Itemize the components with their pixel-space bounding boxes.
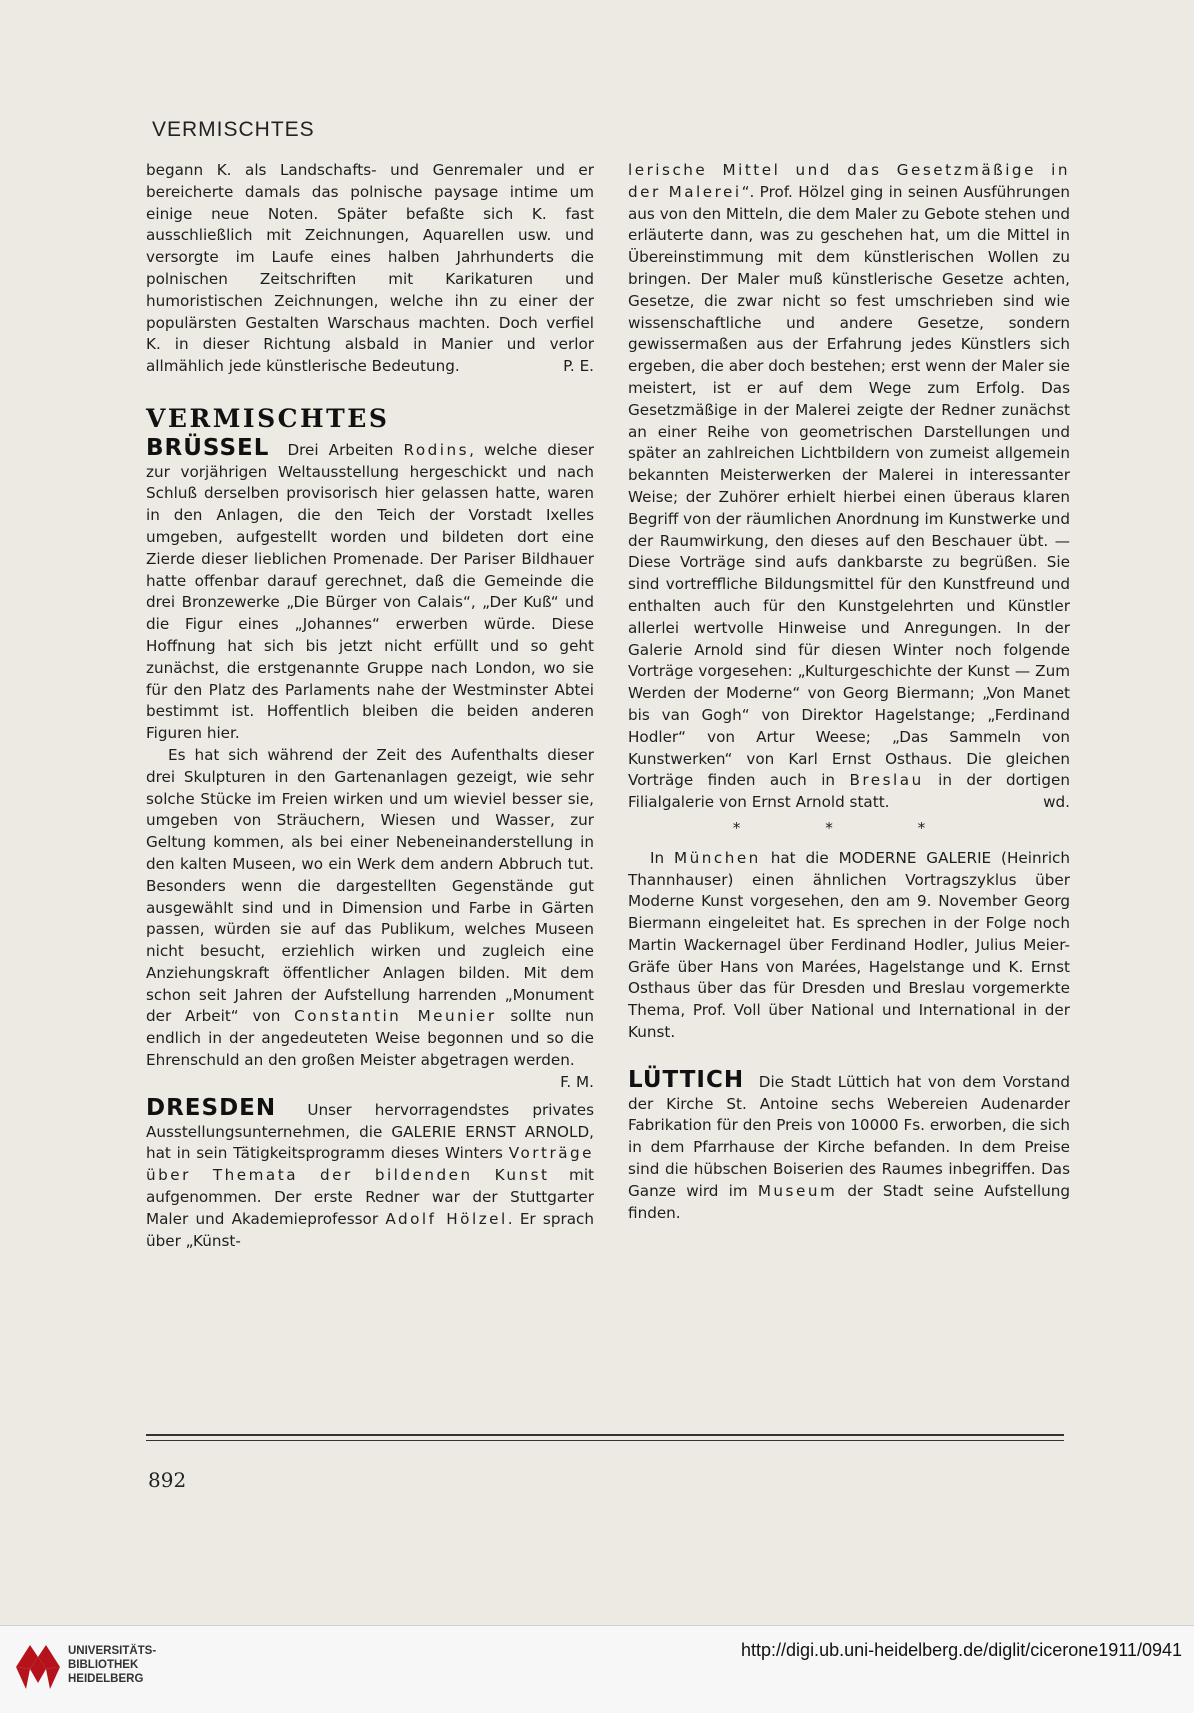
- dresden-paragraph: [146, 1094, 595, 1253]
- bruessel-signature: F. M.: [560, 1072, 594, 1091]
- bruessel-name-meunier: Constantin Meunier: [294, 1007, 497, 1026]
- library-name-line2: BIBLIOTHEK: [68, 1659, 139, 1671]
- footer-rule: [146, 1434, 1064, 1441]
- bruessel-name-rodin: Rodins: [403, 440, 470, 459]
- section-title: VERMISCHTES: [146, 403, 390, 433]
- hoelzel-signature: wd.: [1043, 793, 1070, 812]
- section-divider-stars: * * *: [732, 818, 966, 837]
- dresden-text-spaced: Vorträge über Themata der bildenden Kunst: [146, 1144, 595, 1185]
- library-footer: [0, 1625, 1194, 1713]
- bruessel-heading: BRÜSSEL: [146, 434, 270, 461]
- left-column: [146, 160, 594, 1252]
- right-column: [628, 160, 1070, 1224]
- dresden-name-hoelzel: Adolf Hölzel: [385, 1209, 508, 1228]
- muenchen-city: München: [674, 848, 761, 867]
- dresden-text-a: Unser hervorragendstes privates Ausstellungsunternehmen, die GALERIE ERNST ARNOLD, hat in sein Tätigkeitsprogramm dieses Winters: [146, 1100, 594, 1163]
- breslau-spaced: Breslau: [849, 771, 924, 790]
- hoelzel-text: “. Prof. Hölzel ging in seinen Ausführungen aus von den Mitteln, die dem Maler zu Gebote stehen und erläuterte dann, was zu geschehen hat, um die Mittel in Übereinstimmung mit dem künstlerischen Wollen zu bringen. Der Maler muß künstlerische Gesetze achten, Gesetze, die zwar nicht so fest umschrieben sind wie wissenschaftliche und andere Gesetze, sondern gewissermaßen aus der Erfahrung jedes Künstlers sich ergeben, die aber doch bestehen; erst wenn der Maler sie meistert, ist er auf dem Wege zum Erfolg. Das Gesetzmäßige in der Malerei zeigte der Redner zunächst an einer Reihe von geometrischen Darstellungen und später an zahlreichen Lichtbildern von zumeist allgemein bekannten Meisterwerken der Malerei in interessanter Weise; der Zuhörer erhielt hierbei einen überaus klaren Begriff von der räumlichen Anordnung im Kunstwerke und der Raumwirkung, den dieses auf den Beschauer übt. — Diese Vorträge sind aufs dankbarste zu begrüßen. Sie sind vortreffliche Bildungsmittel für den Kunstfreund und enthalten auch für den Kunstgelehrten und Künstler allerlei wertvolle Hinweise und Anregungen. In der Galerie Arnold sind für diesen Winter noch folgende Vorträge vorgesehen: „Kulturgeschichte der Kunst — Zum Werden der Moderne“ von Georg Biermann; „Von Manet bis van Gogh“ von Direktor Hagelstange; „Ferdinand Hodler“ von Artur Weese; „Das Sammeln von Kunstwerken“ von Karl Ernst Osthaus. Die gleichen Vorträge finden auch in: [628, 182, 1070, 790]
- source-url[interactable]: http://digi.ub.uni-heidelberg.de/diglit/cicerone1911/0941: [741, 1640, 1182, 1660]
- intro-signature: P. E.: [563, 357, 594, 376]
- dresden-text-b: mit aufgenommen. Der erste Redner war der Stuttgarter Maler und Akademieprofessor: [146, 1166, 595, 1228]
- running-head: VERMISCHTES: [152, 118, 315, 141]
- bruessel-text-d: sollte nun endlich in der angedeuteten Weise begonnen und so die Ehrenschuld an den großen Meister abgetragen werden.: [146, 1007, 594, 1070]
- bruessel-text-a: Drei Arbeiten: [287, 440, 394, 459]
- hoelzel-title-spaced: lerische Mittel und das Gesetzmäßige in der Malerei: [628, 161, 1070, 201]
- dresden-heading: DRESDEN: [146, 1094, 277, 1121]
- luettich-text-b: der Stadt seine Aufstellung finden.: [628, 1181, 1071, 1222]
- muenchen-paragraph: [628, 848, 1070, 1044]
- page-number: 892: [148, 1468, 187, 1492]
- bruessel-text-b: , welche dieser zur vorjährigen Weltausstellung hergeschickt und nach Schluß derselben provisorisch hier gelassen hatte, waren in den Anlagen, die den Teich der Vorstadt Ixelles umgeben, aufgestellt worden und bildeten dort eine Zierde dieser lieblichen Promenade. Der Pariser Bildhauer hatte offenbar darauf gerechnet, daß die Gemeinde die drei Bronzewerke „Die Bürger von Calais“, „Der Kuß“ und die Figur eines „Johannes“ erwerben würde. Diese Hoffnung hat sich bis jetzt nicht erfüllt und so geht zunächst, die erstgenannte Gruppe nach London, wo sie für den Platz des Parlaments nahe der Westminster Abtei bestimmt ist. Hoffentlich bleiben die beiden anderen Figuren hier.: [146, 440, 595, 743]
- luettich-paragraph: [628, 1066, 1071, 1225]
- library-name-line3: HEIDELBERG: [68, 1673, 144, 1685]
- library-name-line1: UNIVERSITÄTS-: [68, 1645, 157, 1657]
- luettich-heading: LÜTTICH: [628, 1066, 745, 1093]
- luettich-text-a: Die Stadt Lüttich hat von dem Vorstand der Kirche St. Antoine sechs Webereien Audenarder Fabrikation für den Preis von 10000 Fs. erworben, die sich in dem Pfarrhause der Kirche befanden. In dem Preise sind die hübschen Boiserien des Raumes inbegriffen. Das Ganze wird im: [628, 1072, 1071, 1200]
- hoelzel-text-end: in der dortigen Filialgalerie von Ernst Arnold statt.: [628, 771, 1071, 812]
- luettich-museum: Museum: [757, 1181, 838, 1200]
- muenchen-text-b: hat die MODERNE GALERIE (Heinrich Thannhauser) einen ähnlichen Vortragszyklus über Moderne Kunst vorgesehen, den am 9. November Georg Biermann eingeleitet hat. Es sprechen in der Folge noch Martin Wackernagel über Ferdinand Hodler, Julius Meier-Gräfe über Hans von Marées, Hagelstange und K. Ernst Osthaus über das für Dresden und Breslau vorgemerkte Thema, Prof. Voll über National und International in der Kunst.: [628, 848, 1071, 1042]
- muenchen-text-a: In: [650, 848, 665, 867]
- bruessel-paragraph-2: [146, 745, 594, 1091]
- dresden-text-c: . Er sprach über „Künst-: [146, 1209, 595, 1250]
- intro-paragraph: [146, 160, 594, 378]
- bruessel-text-c: Es hat sich während der Zeit des Aufenthalts dieser drei Skulpturen in den Gartenanlagen gezeigt, wie sehr solche Stücke im Freien wirken und um wieviel besser sie, umgeben von Sträuchern, Wiesen und Wasser, zur Geltung kommen, als bei einer Nebeneinanderstellung in den kalten Museen, wo ein Werk dem andern Abbruch tut. Besonders wenn die dargestellten Gegenstände gut ausgewählt sind und in Dimension und Farbe in Gärten passen, würden sie auf das Publikum, welches Museen nicht besucht, erziehlich wirken und zugleich eine Anziehungskraft öffentlicher Anlagen bilden. Mit dem schon seit Jahren der Aufstellung harrenden „Monument der Arbeit“ von: [146, 745, 594, 1026]
- library-name: [68, 1644, 156, 1686]
- university-library-logo-icon: [12, 1639, 64, 1695]
- bruessel-paragraph-1: [146, 434, 595, 745]
- intro-text: begann K. als Landschafts- und Genremaler und er bereicherte damals das polnische paysage intime um einige neue Noten. Später befaßte sich K. fast ausschließlich mit Zeichnungen, Aquarellen usw. und versorgte im Laufe eines halben Jahrhunderts die polnischen Zeitschriften mit Karikaturen und humoristischen Zeichnungen, welche ihn zu einer der populärsten Gestalten Warschaus machten. Doch verfiel K. in dieser Richtung alsbald in Manier und verlor allmählich jede künstlerische Bedeutung.: [146, 161, 594, 376]
- hoelzel-continuation: [628, 160, 1070, 814]
